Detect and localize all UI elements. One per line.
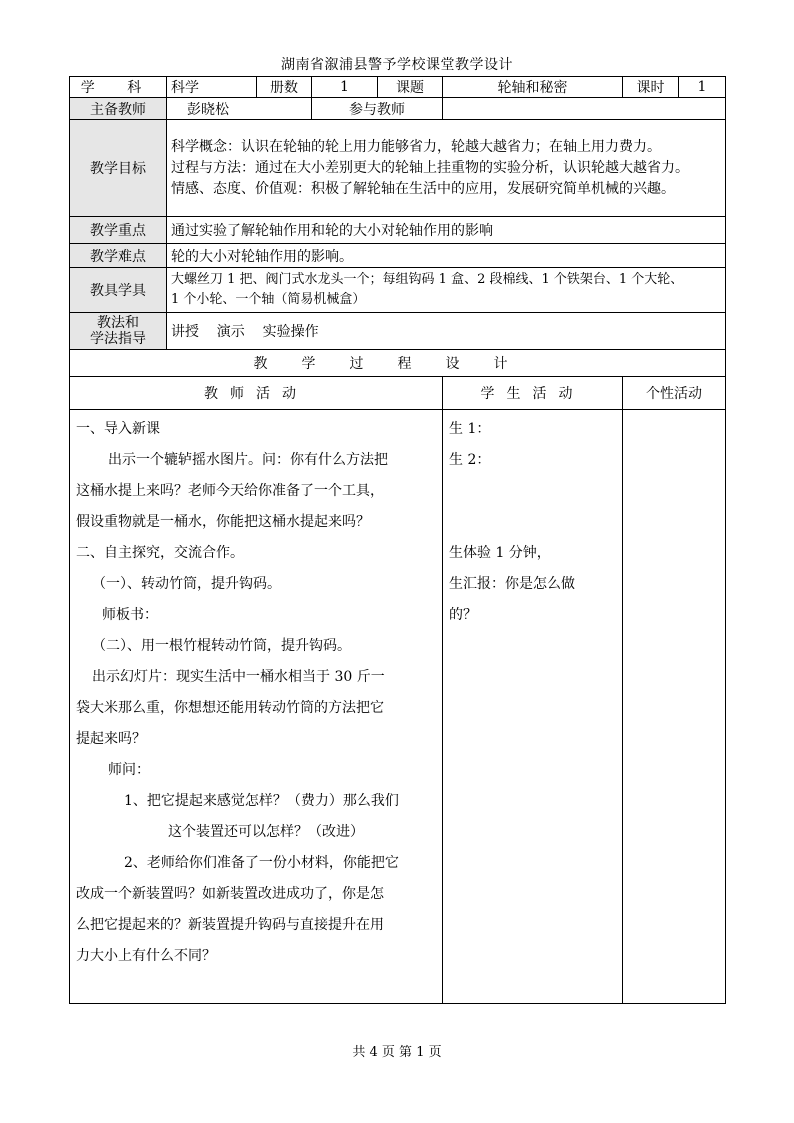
process-body-row [70, 410, 726, 1004]
key-point-label: 教学重点 [70, 217, 167, 244]
teacher-line: 袋大米那么重，你想想还能用转动竹筒的方法把它 [76, 700, 384, 716]
goals-content [167, 120, 726, 217]
participant-teacher-label: 参与教师 [312, 98, 443, 120]
key-point-row [70, 217, 726, 244]
student-line-blank [449, 507, 616, 538]
goal-line: 情感、态度、价值观：积极了解轮轴在生活中的应用，发展研究简单机械的兴趣。 [171, 180, 675, 197]
methods-label-line: 学法指导 [90, 331, 146, 347]
teacher-line: 一、导入新课 [76, 421, 160, 437]
teacher-line: 出示幻灯片：现实生活中一桶水相当于 30 斤一 [92, 669, 385, 685]
methods-label [70, 313, 167, 350]
key-point-value: 通过实验了解轮轴作用和轮的大小对轮轴作用的影响 [167, 217, 726, 244]
student-line: 生汇报：你是怎么做 [449, 576, 575, 592]
methods-row [70, 313, 726, 350]
teacher-line: 么把它提起来的？新装置提升钩码与直接提升在用 [76, 917, 384, 933]
student-line-blank [449, 476, 616, 507]
student-line: 生 2： [449, 452, 491, 468]
participant-teacher-value [443, 98, 726, 120]
student-line: 生 1： [449, 421, 491, 437]
process-title: 教学过程设计 [70, 350, 726, 377]
materials-value [167, 268, 726, 313]
subject-label: 学 科 [70, 77, 167, 98]
topic-label: 课题 [378, 77, 443, 98]
teacher-line: （二）、用一根竹棍转动竹筒，提升钩码。 [92, 638, 351, 654]
student-activity-header: 学生活动 [443, 377, 623, 410]
teacher-line: 力大小上有什么不同？ [76, 948, 216, 964]
process-header-row [70, 377, 726, 410]
difficulty-row [70, 244, 726, 268]
student-activity-cell [443, 410, 623, 1004]
teacher-line: 出示一个辘轳摇水图片。问：你有什么方法把 [108, 452, 388, 468]
teacher-line: 假设重物就是一桶水，你能把这桶水提起来吗？ [76, 514, 370, 530]
lead-teacher-label: 主备教师 [70, 98, 167, 120]
teacher-line: （一）、转动竹筒，提升钩码。 [92, 576, 281, 592]
lead-teacher-value: 彭晓松 [167, 98, 312, 120]
personal-activity-header: 个性活动 [623, 377, 726, 410]
materials-row [70, 268, 726, 313]
volume-label: 册数 [257, 77, 312, 98]
teacher-line: 提起来吗？ [76, 731, 146, 747]
lesson-plan-table [69, 76, 726, 1004]
goals-row [70, 120, 726, 217]
difficulty-label: 教学难点 [70, 244, 167, 268]
goal-line: 过程与方法：通过在大小差别更大的轮轴上挂重物的实验分析，认识轮越大越省力。 [171, 159, 689, 176]
methods-value: 讲授 演示 实验操作 [167, 313, 726, 350]
student-line: 生体验 1 分钟， [449, 545, 551, 561]
teacher-line: 改成一个新装置吗？如新装置改进成功了，你是怎 [76, 886, 384, 902]
teacher-line: 2、老师给你们准备了一份小材料，你能把它 [124, 855, 399, 871]
process-title-row [70, 350, 726, 377]
subject-value: 科学 [167, 77, 257, 98]
document-title: 湖南省溆浦县警予学校课堂教学设计 [281, 57, 513, 73]
teacher-line: 师问： [108, 762, 150, 778]
teacher-line: 师板书： [102, 607, 158, 623]
teacher-line: 这个装置还可以怎样？（改进） [168, 824, 364, 840]
teacher-activity-cell [70, 410, 443, 1004]
page-footer: 共 4 页 第 1 页 [352, 1045, 442, 1060]
teacher-line: 二、自主探究，交流合作。 [76, 545, 244, 561]
materials-line: 1 个小轮、一个轴（简易机械盒） [171, 292, 366, 307]
difficulty-value: 轮的大小对轮轴作用的影响。 [167, 244, 726, 268]
goal-line: 科学概念：认识在轮轴的轮上用力能够省力，轮越大越省力；在轴上用力费力。 [171, 138, 661, 155]
student-line: 的？ [449, 607, 477, 623]
period-value: 1 [679, 77, 726, 98]
methods-label-line: 教法和 [97, 315, 139, 331]
volume-value: 1 [312, 77, 378, 98]
topic-value: 轮轴和秘密 [443, 77, 623, 98]
teacher-line: 1、把它提起来感觉怎样？（费力）那么我们 [124, 793, 399, 809]
teacher-line: 这桶水提上来吗？老师今天给你准备了一个工具， [76, 483, 384, 499]
teacher-row [70, 98, 726, 120]
materials-label: 教具学具 [70, 268, 167, 313]
goals-label: 教学目标 [70, 120, 167, 217]
header-row [70, 77, 726, 98]
teacher-activity-header: 教师活动 [70, 377, 443, 410]
period-label: 课时 [623, 77, 679, 98]
materials-line: 大螺丝刀 1 把、阀门式水龙头一个；每组钩码 1 盒、2 段棉线、1 个铁架台、1 个大轮、 [171, 272, 684, 287]
personal-activity-cell [623, 410, 726, 1004]
